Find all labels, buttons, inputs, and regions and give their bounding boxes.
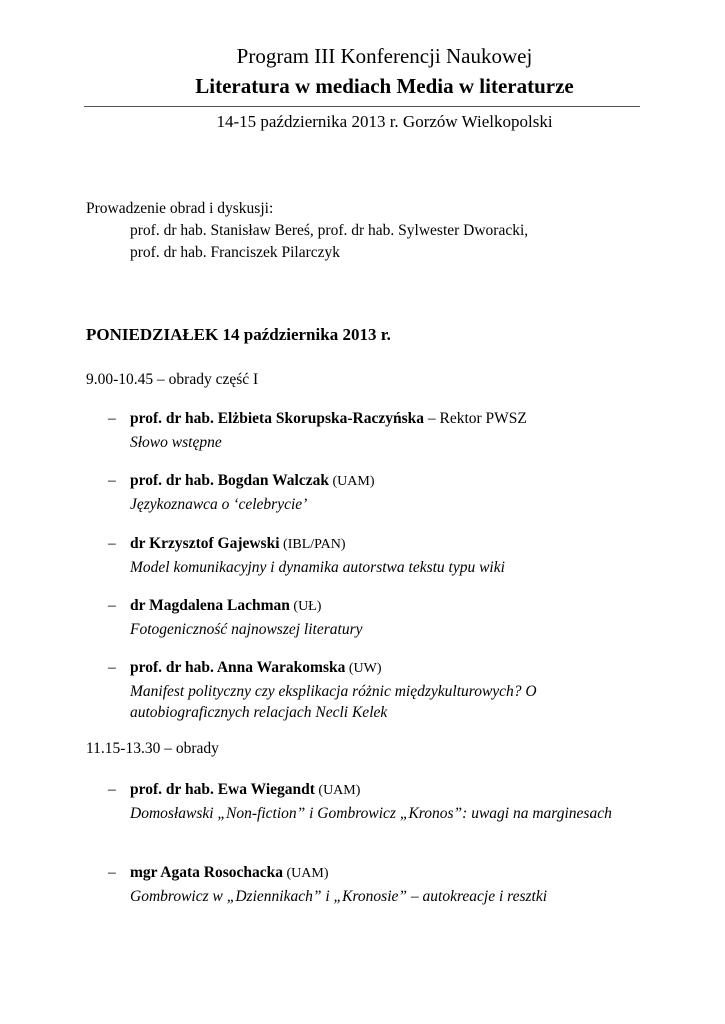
header-divider	[84, 106, 640, 107]
talk-title: Manifest polityczny czy eksplikacja różnic międzykulturowych? O autobiograficznych relacjach Necli Kelek	[130, 683, 537, 721]
speaker-name: prof. dr hab. Ewa Wiegandt	[130, 781, 315, 798]
speaker-affiliation: (UAM)	[328, 474, 375, 489]
moderation-label: Prowadzenie obrad i dyskusji:	[86, 200, 274, 217]
talk-title: Fotogeniczność najnowszej literatury	[130, 621, 363, 638]
speaker-affiliation: (UAM)	[283, 866, 329, 881]
session-time-1: 9.00-10.45 – obrady część I	[86, 371, 259, 388]
speaker-affiliation: (UŁ)	[289, 599, 322, 614]
speaker-affiliation: (UAM)	[314, 783, 361, 798]
speaker-name: dr Krzysztof Gajewski	[130, 535, 280, 552]
speaker-name: prof. dr hab. Elżbieta Skorupska-Raczyńska	[130, 410, 424, 427]
talk-title: Model komunikacyjny i dynamika autorstwa tekstu typu wiki	[130, 559, 505, 576]
session-time-2: 11.15-13.30 – obrady	[86, 740, 219, 757]
list-dash: –	[108, 535, 116, 552]
talk-title: Językoznawca o ‘celebrycie’	[130, 496, 308, 513]
speaker-name: mgr Agata Rosochacka	[130, 864, 283, 881]
moderators-line-2: prof. dr hab. Franciszek Pilarczyk	[130, 244, 341, 261]
speaker-name: prof. dr hab. Bogdan Walczak	[130, 472, 329, 489]
conference-date-place: 14-15 października 2013 r. Gorzów Wielkopolski	[216, 112, 553, 131]
page-title: Program III Konferencji Naukowej	[236, 44, 533, 68]
speaker-name: prof. dr hab. Anna Warakomska	[130, 659, 346, 676]
moderators-line-1: prof. dr hab. Stanisław Bereś, prof. dr hab. Sylwester Dworacki,	[130, 222, 529, 239]
day-heading: PONIEDZIAŁEK 14 października 2013 r.	[86, 325, 391, 344]
talk-title: Słowo wstępne	[130, 434, 222, 451]
conference-subtitle: Literatura w mediach Media w literaturze	[195, 74, 574, 98]
speaker-affiliation: – Rektor PWSZ	[424, 410, 527, 427]
list-dash: –	[108, 410, 116, 427]
list-dash: –	[108, 472, 116, 489]
list-dash: –	[108, 864, 116, 881]
list-dash: –	[108, 781, 116, 798]
list-dash: –	[108, 659, 116, 676]
speaker-name: dr Magdalena Lachman	[130, 597, 290, 614]
talk-title: Gombrowicz w „Dziennikach” i „Kronosie” – autokreacje i resztki	[130, 888, 548, 905]
talk-title: Domosławski „Non-fiction” i Gombrowicz „Kronos”: uwagi na marginesach	[130, 805, 612, 822]
list-dash: –	[108, 597, 116, 614]
speaker-affiliation: (IBL/PAN)	[279, 537, 346, 552]
speaker-affiliation: (UW)	[345, 661, 382, 676]
